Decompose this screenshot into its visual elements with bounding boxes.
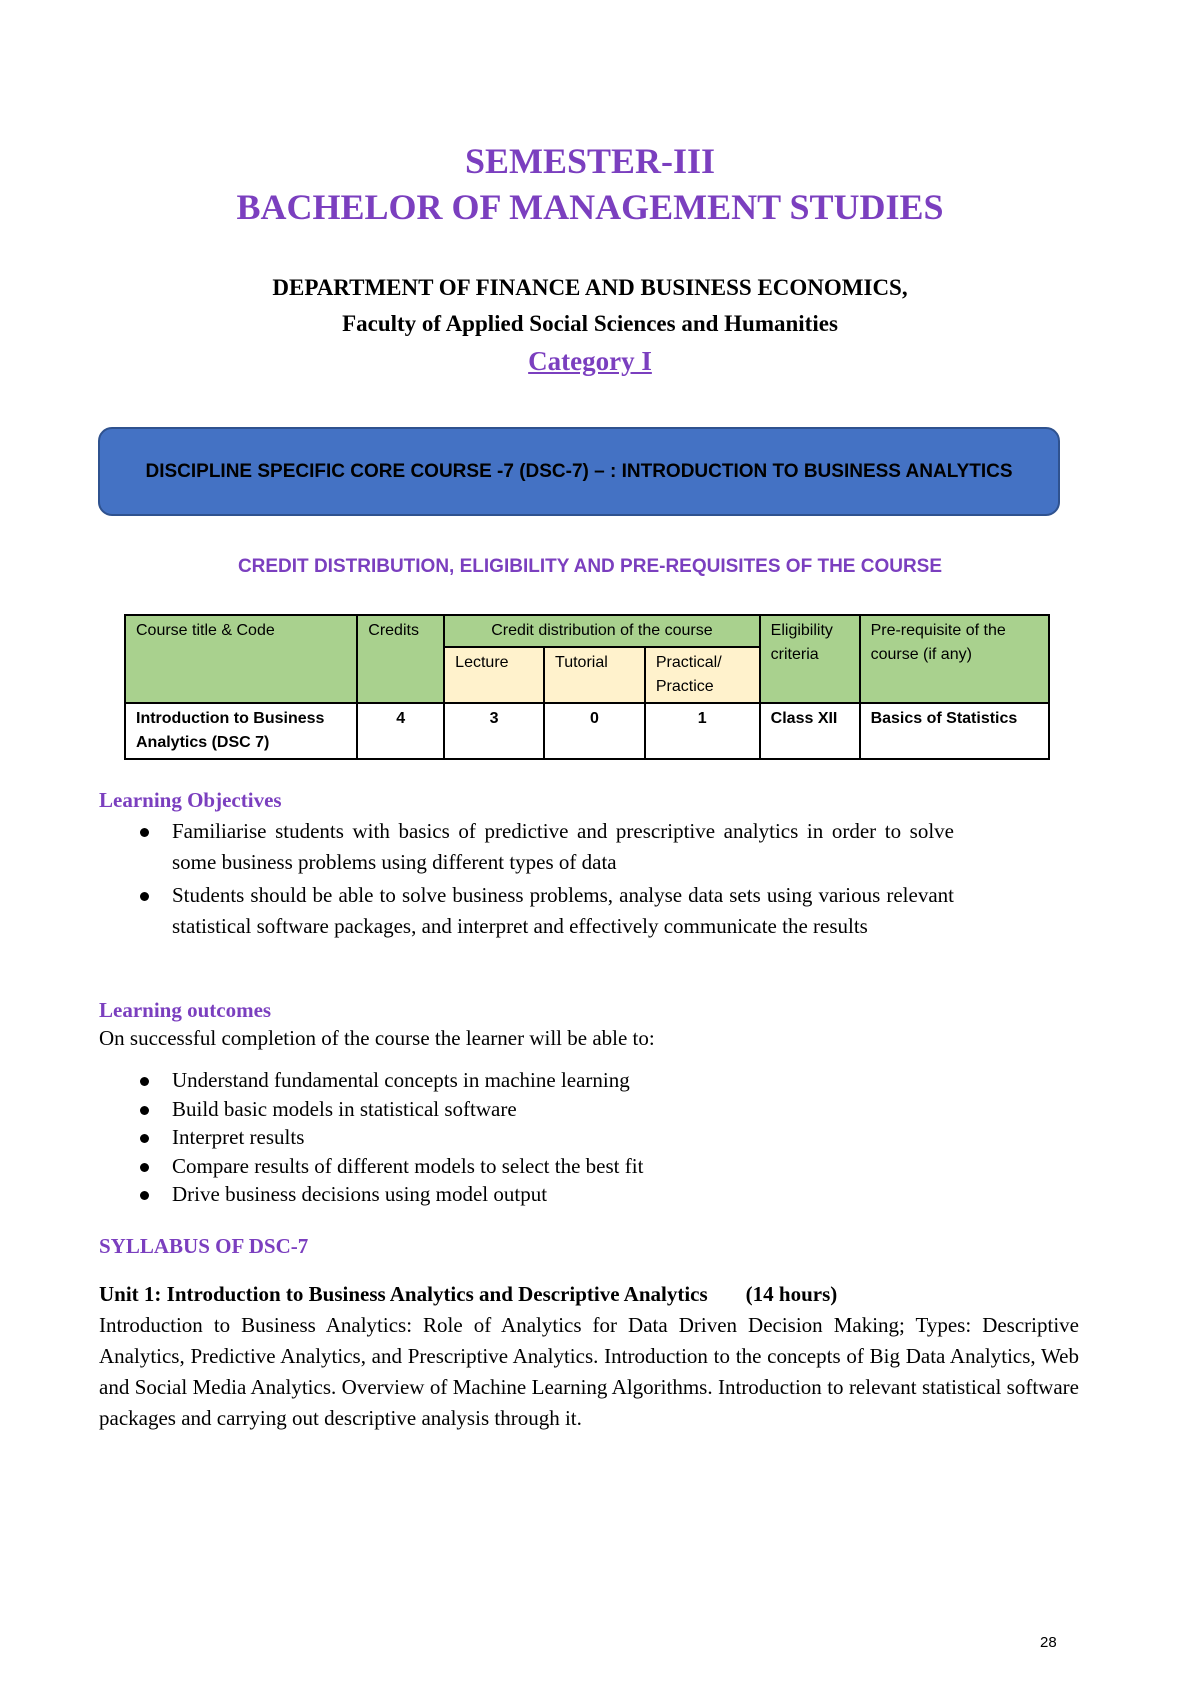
header-prerequisite: Pre-requisite of the course (if any) — [860, 615, 1049, 703]
header-course-title: Course title & Code — [125, 615, 357, 703]
category-label: Category I — [528, 346, 652, 376]
course-title-box — [98, 427, 1060, 516]
list-item: Build basic models in statistical software — [99, 1095, 954, 1124]
cell-eligibility: Class XII — [760, 703, 860, 759]
learning-objectives-heading: Learning Objectives — [99, 788, 282, 812]
cell-prerequisite: Basics of Statistics — [860, 703, 1049, 759]
learning-outcomes-intro: On successful completion of the course the learner will be able to: — [99, 1026, 655, 1050]
header-lecture: Lecture — [444, 647, 544, 703]
credit-distribution-table — [124, 614, 1050, 760]
credit-distribution-heading: CREDIT DISTRIBUTION, ELIGIBILITY AND PRE-REQUISITES OF THE COURSE — [237, 556, 943, 577]
header-practical: Practical/ Practice — [645, 647, 760, 703]
program-title: BACHELOR OF MANAGEMENT STUDIES — [236, 187, 944, 227]
cell-tutorial: 0 — [544, 703, 645, 759]
header-tutorial: Tutorial — [544, 647, 645, 703]
list-item: Interpret results — [99, 1123, 954, 1152]
unit-1-heading — [99, 1282, 837, 1307]
header-credit-distribution: Credit distribution of the course — [444, 615, 760, 647]
cell-practical: 1 — [645, 703, 760, 759]
list-item: Understand fundamental concepts in machine learning — [99, 1066, 954, 1095]
header-eligibility: Eligibility criteria — [760, 615, 860, 703]
list-item: Familiarise students with basics of predictive and prescriptive analytics in order to solve some business problems using different types of data — [99, 816, 954, 878]
course-title: DISCIPLINE SPECIFIC CORE COURSE -7 (DSC-7) – : INTRODUCTION TO BUSINESS ANALYTICS — [145, 460, 1013, 482]
list-item: Compare results of different models to select the best fit — [99, 1152, 954, 1181]
learning-objectives-list — [99, 816, 954, 944]
unit-1-title: Unit 1: Introduction to Business Analytics and Descriptive Analytics — [99, 1282, 708, 1306]
faculty-title: Faculty of Applied Social Sciences and Humanities — [342, 311, 838, 336]
page-number: 28 — [1040, 1634, 1057, 1651]
list-item: Students should be able to solve business problems, analyse data sets using various relevant statistical software packages, and interpret and effectively communicate the results — [99, 880, 954, 942]
department-title: DEPARTMENT OF FINANCE AND BUSINESS ECONOMICS, — [272, 275, 908, 300]
cell-lecture: 3 — [444, 703, 544, 759]
syllabus-heading: SYLLABUS OF DSC-7 — [99, 1234, 309, 1258]
semester-title: SEMESTER-III — [464, 141, 716, 181]
cell-credits: 4 — [357, 703, 444, 759]
unit-1-body: Introduction to Business Analytics: Role of Analytics for Data Driven Decision Making; Types: Descriptive Analytics, Predictive Analytics, and Prescriptive Analytics. Introduction to the concepts of Big Data Analytics, Web and Social Media Analytics. Overview of Machine Learning Algorithms. Introduction to relevant statistical software packages and carrying out descriptive analysis through it. — [99, 1313, 1079, 1430]
table-row — [125, 703, 1049, 759]
learning-outcomes-heading: Learning outcomes — [99, 998, 272, 1022]
unit-1-hours: (14 hours) — [745, 1282, 838, 1306]
list-item: Drive business decisions using model output — [99, 1180, 954, 1209]
learning-outcomes-list — [99, 1066, 954, 1209]
cell-course-title: Introduction to Business Analytics (DSC 7) — [125, 703, 357, 759]
header-credits: Credits — [357, 615, 444, 703]
